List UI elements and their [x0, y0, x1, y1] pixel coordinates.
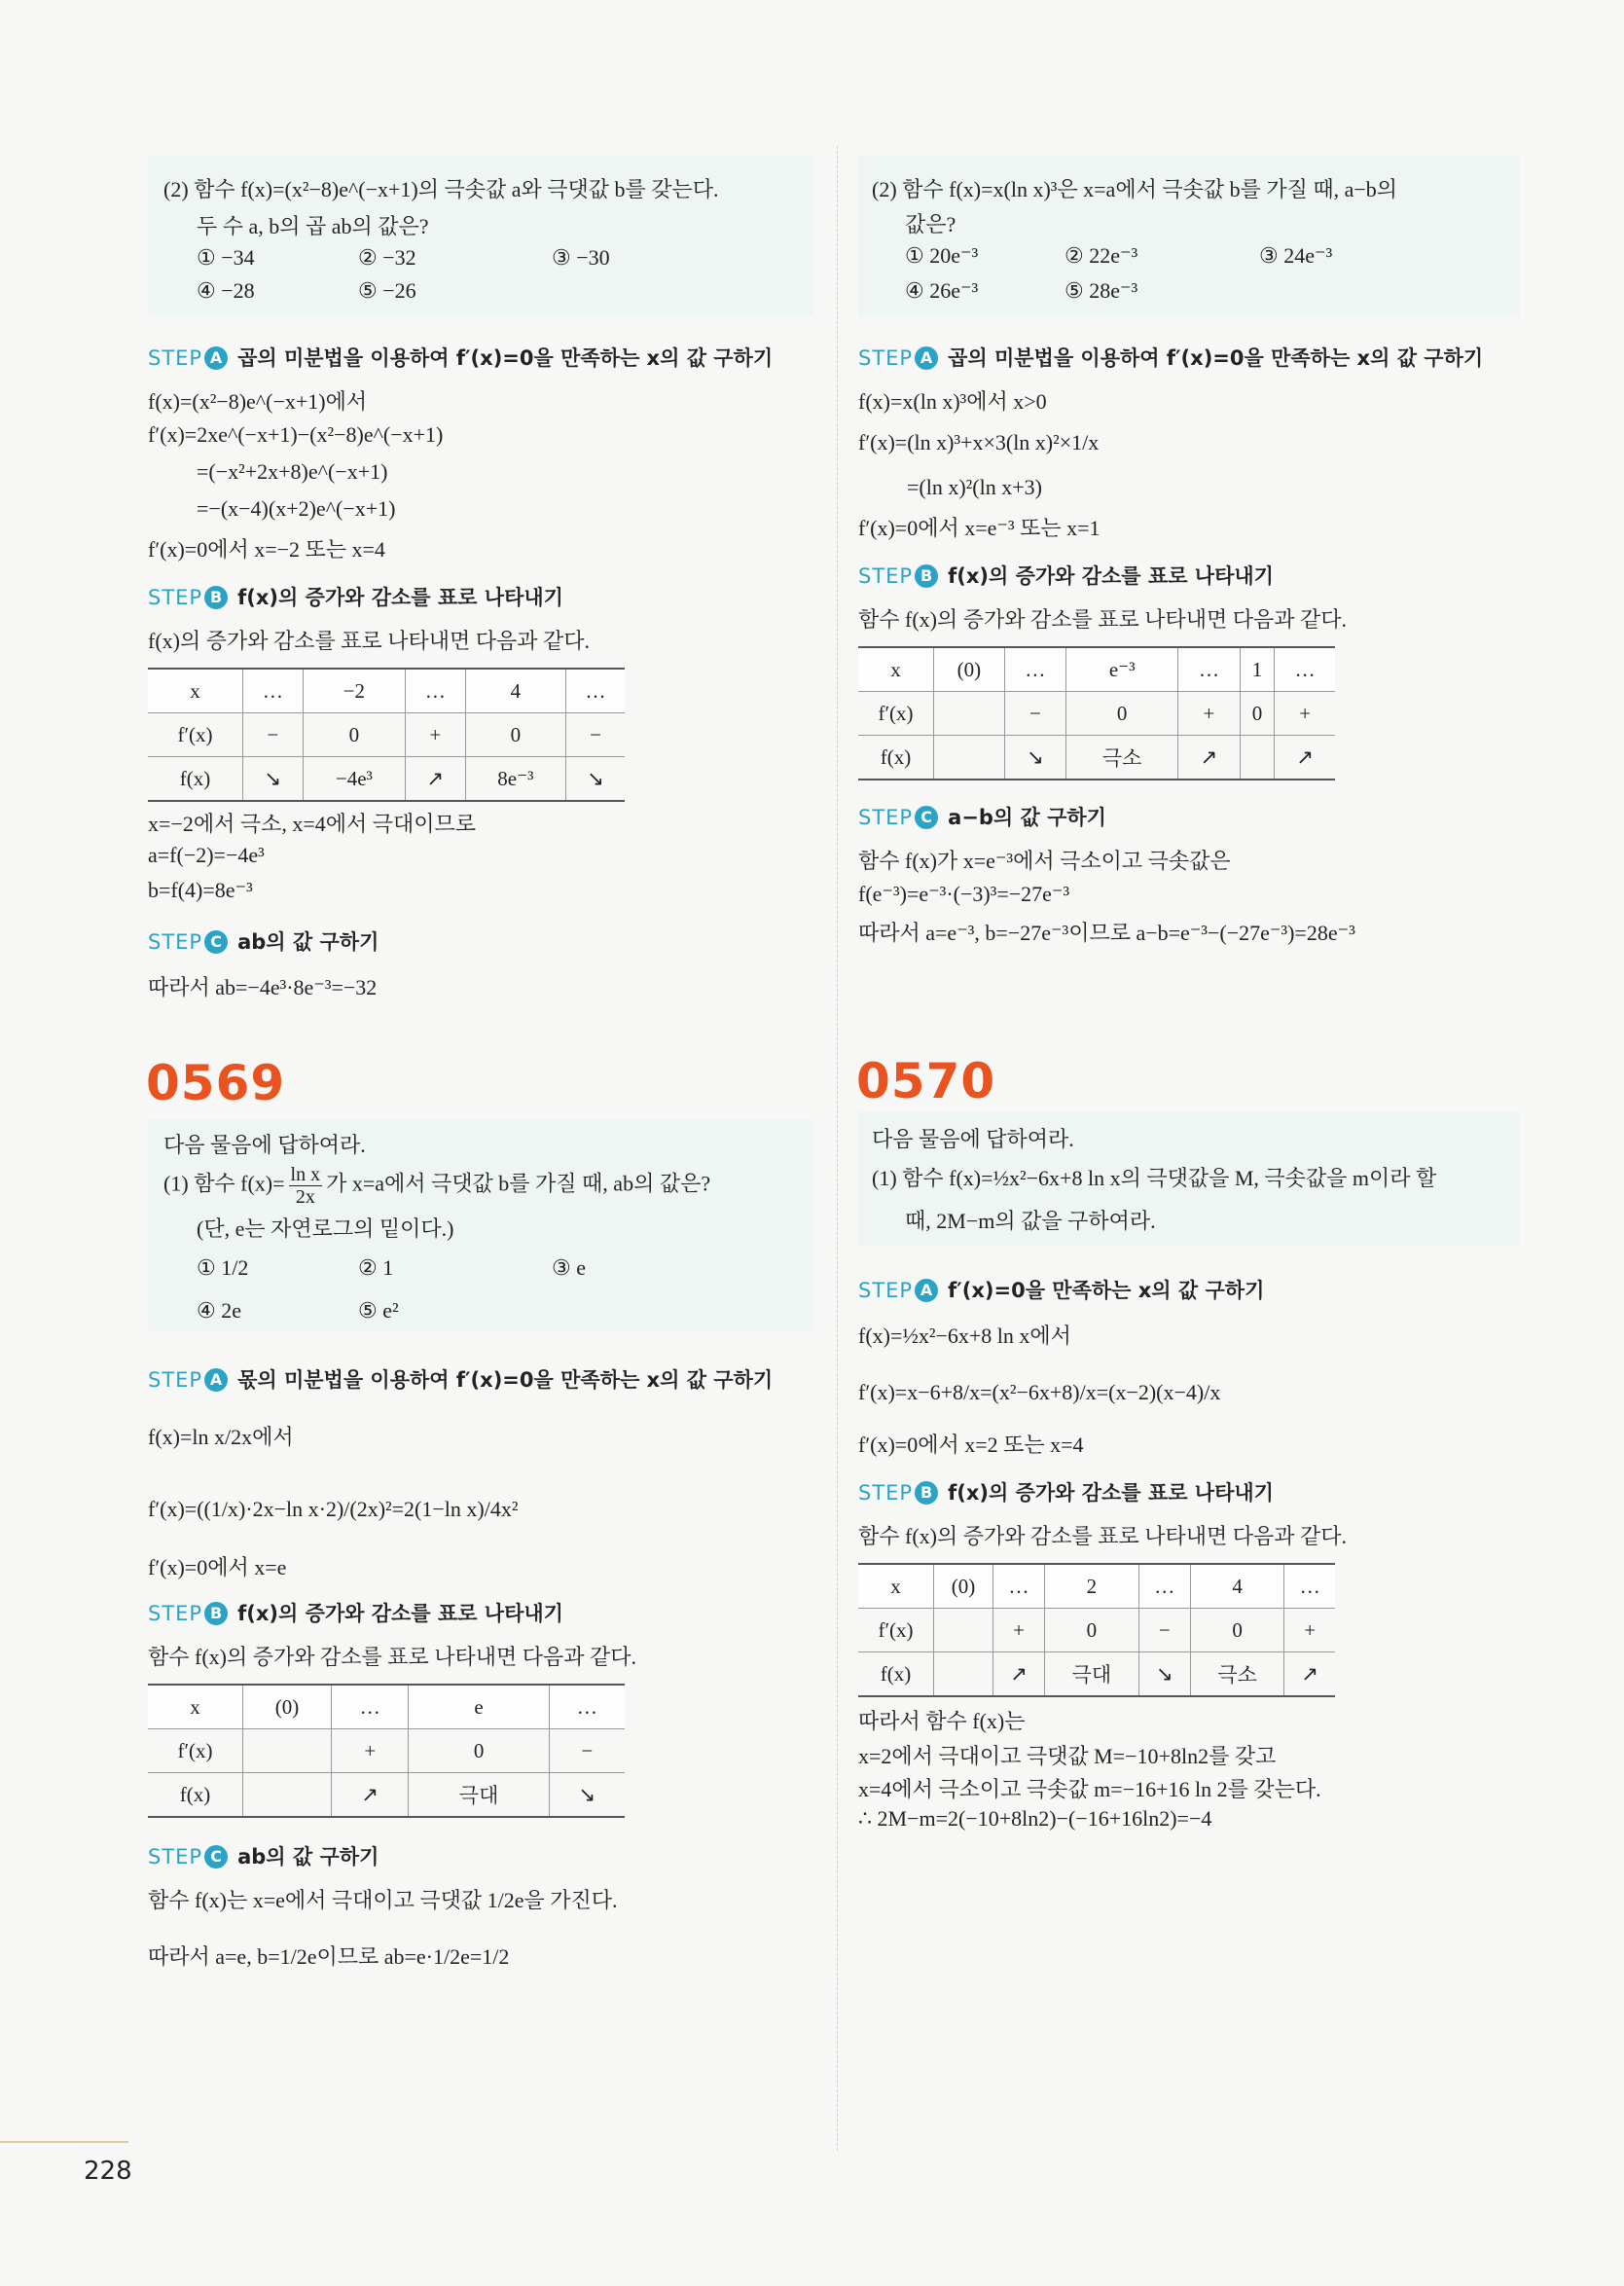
- table-cell: f(x): [148, 1773, 243, 1818]
- table-cell: f′(x): [148, 1729, 243, 1773]
- fraction: $\frac{\text{ln x}}{2x}$: [290, 1164, 321, 1208]
- table-cell: ↘: [549, 1773, 625, 1818]
- step-a-heading: STEP A f′(x)=0을 만족하는 x의 값 구하기: [858, 1279, 1265, 1302]
- solution-line: f′(x)=x−6+8/x=(x²−6x+8)/x=(x−2)(x−4)/x: [858, 1380, 1221, 1404]
- table-cell: 8e⁻³: [465, 757, 565, 802]
- step-c-heading: STEP C a−b의 값 구하기: [858, 806, 1106, 829]
- table-cell: ↗: [332, 1773, 409, 1818]
- table-cell: 0: [1190, 1609, 1284, 1652]
- table-cell: +: [406, 713, 466, 757]
- problem-number-0569: 0569: [146, 1055, 286, 1111]
- choice-3: ③ 24e⁻³: [1259, 243, 1333, 268]
- table-intro: 함수 f(x)의 증가와 감소를 표로 나타내면 다음과 같다.: [148, 1645, 637, 1669]
- choice-3: ③ −30: [552, 245, 610, 270]
- table-cell: …: [1138, 1564, 1190, 1609]
- solution-line: b=f(4)=8e⁻³: [148, 878, 253, 902]
- choice-1: ① −34: [197, 245, 255, 270]
- table-cell: ↗: [992, 1652, 1044, 1697]
- choice-2: ② 22e⁻³: [1065, 243, 1138, 268]
- table-cell: −: [1004, 692, 1065, 736]
- table-cell: [934, 692, 1005, 736]
- table-intro: 함수 f(x)의 증가와 감소를 표로 나타내면 다음과 같다.: [858, 1524, 1348, 1548]
- table-cell: −: [566, 713, 625, 757]
- solution-line: x=4에서 극소이고 극솟값 m=−16+16 ln 2를 갖는다.: [858, 1777, 1321, 1801]
- solution-line: 따라서 함수 f(x)는: [858, 1709, 1026, 1733]
- solution-line: f′(x)=0에서 x=e⁻³ 또는 x=1: [858, 516, 1101, 540]
- table-cell: 극대: [1045, 1652, 1139, 1697]
- table-cell: x: [858, 647, 934, 692]
- prev-q-line2: 값은?: [905, 212, 956, 236]
- solution-line: f′(x)=((1/x)·2x−ln x·2)/(2x)²=2(1−ln x)/4x²: [148, 1497, 519, 1521]
- table-cell: [243, 1729, 332, 1773]
- prev-q-line2: 두 수 a, b의 곱 ab의 값은?: [197, 214, 429, 238]
- step-b-heading: STEP B f(x)의 증가와 감소를 표로 나타내기: [148, 586, 563, 609]
- table-cell: ↗: [1284, 1652, 1335, 1697]
- sign-table: [858, 646, 1335, 780]
- table-cell: ↘: [566, 757, 625, 802]
- table-cell: −4e³: [303, 757, 405, 802]
- table-cell: 극소: [1066, 736, 1178, 780]
- choice-3: ③ e: [552, 1255, 586, 1280]
- step-a-heading: STEP A 곱의 미분법을 이용하여 f′(x)=0을 만족하는 x의 값 구하기: [148, 346, 774, 370]
- solution-line: f(e⁻³)=e⁻³·(−3)³=−27e⁻³: [858, 882, 1070, 906]
- table-cell: x: [148, 1685, 243, 1729]
- table-cell: 극소: [1190, 1652, 1284, 1697]
- choice-5: ⑤ −26: [358, 278, 416, 303]
- table-cell: 4: [465, 669, 565, 713]
- question-line: (단, e는 자연로그의 밑이다.): [197, 1216, 454, 1241]
- solution-line: f′(x)=0에서 x=−2 또는 x=4: [148, 537, 385, 562]
- step-a-heading: STEP A 몫의 미분법을 이용하여 f′(x)=0을 만족하는 x의 값 구하기: [148, 1368, 774, 1392]
- table-cell: 0: [1045, 1609, 1139, 1652]
- sign-table: [148, 668, 625, 802]
- solution-line: f′(x)=0에서 x=e: [148, 1555, 287, 1579]
- choice-5: ⑤ 28e⁻³: [1065, 278, 1138, 303]
- solution-line: 따라서 ab=−4e³·8e⁻³=−32: [148, 975, 378, 999]
- table-cell: +: [1275, 692, 1335, 736]
- solution-line: f(x)=x(ln x)³에서 x>0: [858, 389, 1047, 414]
- table-cell: …: [566, 669, 625, 713]
- choice-4: ④ 26e⁻³: [905, 278, 979, 303]
- table-cell: …: [1284, 1564, 1335, 1609]
- choice-5: ⑤ e²: [358, 1298, 399, 1323]
- table-cell: 0: [465, 713, 565, 757]
- table-cell: e: [409, 1685, 549, 1729]
- question-intro: 다음 물음에 답하여라.: [163, 1133, 366, 1157]
- table-cell: x: [148, 669, 243, 713]
- solution-line: f′(x)=(ln x)³+x×3(ln x)²×1/x: [858, 430, 1100, 454]
- table-cell: 0: [1066, 692, 1178, 736]
- table-cell: [934, 1652, 993, 1697]
- table-cell: ↗: [406, 757, 466, 802]
- table-cell: ↘: [1138, 1652, 1190, 1697]
- table-cell: [243, 1773, 332, 1818]
- question-line: (1) 함수 f(x)= $\frac{\text{ln x}}{2x}$ 가 x=a에서 극댓값 b를 가질 때, ab의 값은?: [163, 1164, 711, 1208]
- solution-line: 함수 f(x)가 x=e⁻³에서 극소이고 극솟값은: [858, 849, 1231, 873]
- table-cell: 1: [1240, 647, 1275, 692]
- step-c-heading: STEP C ab의 값 구하기: [148, 930, 379, 954]
- step-b-heading: STEP B f(x)의 증가와 감소를 표로 나타내기: [858, 564, 1274, 588]
- step-b-heading: STEP B f(x)의 증가와 감소를 표로 나타내기: [148, 1602, 563, 1625]
- step-b-heading: STEP B f(x)의 증가와 감소를 표로 나타내기: [858, 1481, 1274, 1505]
- solution-line: 함수 f(x)는 x=e에서 극대이고 극댓값 1/2e을 가진다.: [148, 1888, 618, 1912]
- solution-line: f(x)=(x²−8)e^(−x+1)에서: [148, 389, 368, 414]
- solution-line: x=2에서 극대이고 극댓값 M=−10+8ln2를 갖고: [858, 1744, 1277, 1768]
- solution-line: a=f(−2)=−4e³: [148, 843, 265, 867]
- table-cell: 4: [1190, 1564, 1284, 1609]
- table-cell: ↘: [1004, 736, 1065, 780]
- table-cell: +: [1178, 692, 1240, 736]
- table-cell: (0): [934, 647, 1005, 692]
- table-cell: …: [243, 669, 304, 713]
- table-cell: +: [332, 1729, 409, 1773]
- table-cell: [934, 1609, 993, 1652]
- table-cell: …: [406, 669, 466, 713]
- choice-1: ① 20e⁻³: [905, 243, 979, 268]
- table-cell: f′(x): [858, 692, 934, 736]
- table-cell: x: [858, 1564, 934, 1609]
- table-cell: +: [992, 1609, 1044, 1652]
- table-cell: −: [549, 1729, 625, 1773]
- column-divider: [837, 146, 838, 2151]
- solution-line: x=−2에서 극소, x=4에서 극대이므로: [148, 812, 476, 836]
- solution-line: 따라서 a=e⁻³, b=−27e⁻³이므로 a−b=e⁻³−(−27e⁻³)=28e⁻³: [858, 921, 1355, 945]
- solution-line: f(x)=½x²−6x+8 ln x에서: [858, 1324, 1071, 1348]
- table-cell: 0: [409, 1729, 549, 1773]
- table-cell: +: [1284, 1609, 1335, 1652]
- table-cell: −: [1138, 1609, 1190, 1652]
- table-cell: f′(x): [858, 1609, 934, 1652]
- table-cell: −2: [303, 669, 405, 713]
- table-cell: (0): [934, 1564, 993, 1609]
- step-a-heading: STEP A 곱의 미분법을 이용하여 f′(x)=0을 만족하는 x의 값 구하기: [858, 346, 1484, 370]
- choice-2: ② −32: [358, 245, 416, 270]
- table-cell: f′(x): [148, 713, 243, 757]
- table-cell: −: [243, 713, 304, 757]
- solution-line: f′(x)=0에서 x=2 또는 x=4: [858, 1433, 1084, 1457]
- problem-number-0570: 0570: [856, 1053, 996, 1109]
- table-cell: …: [1178, 647, 1240, 692]
- table-cell: …: [1275, 647, 1335, 692]
- table-cell: ↗: [1178, 736, 1240, 780]
- table-cell: 0: [303, 713, 405, 757]
- table-cell: [934, 736, 1005, 780]
- solution-line: 따라서 a=e, b=1/2e이므로 ab=e·1/2e=1/2: [148, 1944, 510, 1969]
- table-cell: f(x): [858, 1652, 934, 1697]
- table-cell: 2: [1045, 1564, 1139, 1609]
- choice-4: ④ −28: [197, 278, 255, 303]
- question-line: 때, 2M−m의 값을 구하여라.: [905, 1209, 1156, 1233]
- table-cell: (0): [243, 1685, 332, 1729]
- solution-line: f(x)=ln x/2x에서: [148, 1425, 294, 1449]
- prev-q-line1: (2) 함수 f(x)=x(ln x)³은 x=a에서 극솟값 b를 가질 때, a−b의: [872, 177, 1398, 201]
- solution-line: =(ln x)²(ln x+3): [907, 475, 1042, 499]
- table-cell: 극대: [409, 1773, 549, 1818]
- table-cell: …: [332, 1685, 409, 1729]
- table-cell: 0: [1240, 692, 1275, 736]
- page-footer-rule: [0, 2141, 128, 2143]
- table-intro: f(x)의 증가와 감소를 표로 나타내면 다음과 같다.: [148, 629, 591, 653]
- choice-2: ② 1: [358, 1255, 394, 1280]
- table-cell: [1240, 736, 1275, 780]
- choice-4: ④ 2e: [197, 1298, 241, 1323]
- choice-1: ① 1/2: [197, 1255, 249, 1280]
- prev-q-line1: (2) 함수 f(x)=(x²−8)e^(−x+1)의 극솟값 a와 극댓값 b를 갖는다.: [163, 177, 719, 201]
- sign-table: [148, 1684, 625, 1818]
- table-cell: f(x): [148, 757, 243, 802]
- table-cell: f(x): [858, 736, 934, 780]
- question-line: (1) 함수 f(x)=½x²−6x+8 ln x의 극댓값을 M, 극솟값을 m이라 할: [872, 1166, 1437, 1190]
- solution-line: =(−x²+2x+8)e^(−x+1): [197, 459, 388, 484]
- table-cell: ↘: [243, 757, 304, 802]
- table-cell: ↗: [1275, 736, 1335, 780]
- table-cell: e⁻³: [1066, 647, 1178, 692]
- solution-line: ∴ 2M−m=2(−10+8ln2)−(−16+16ln2)=−4: [858, 1806, 1212, 1831]
- table-cell: …: [992, 1564, 1044, 1609]
- table-cell: …: [1004, 647, 1065, 692]
- sign-table: [858, 1563, 1335, 1697]
- page-number: 228: [84, 2157, 132, 2186]
- question-intro: 다음 물음에 답하여라.: [872, 1127, 1074, 1151]
- table-cell: …: [549, 1685, 625, 1729]
- solution-line: f′(x)=2xe^(−x+1)−(x²−8)e^(−x+1): [148, 422, 444, 447]
- solution-line: =−(x−4)(x+2)e^(−x+1): [197, 496, 396, 521]
- table-intro: 함수 f(x)의 증가와 감소를 표로 나타내면 다음과 같다.: [858, 607, 1348, 632]
- step-c-heading: STEP C ab의 값 구하기: [148, 1845, 379, 1869]
